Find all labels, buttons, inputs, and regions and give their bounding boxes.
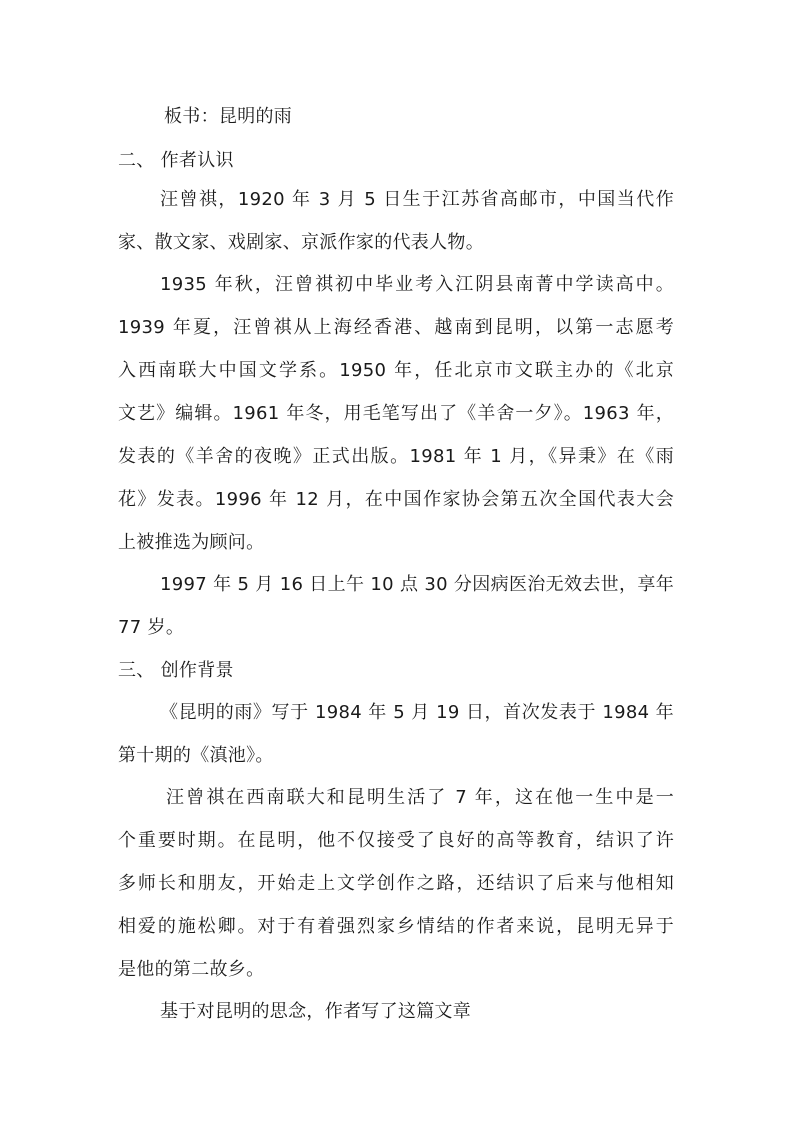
paragraph-line: 个重要时期。在昆明，他不仅接受了良好的高等教育，结识了许 <box>118 830 674 851</box>
paragraph-line: 汪曾祺在西南联大和昆明生活了 7 年，这在他一生中是一 <box>166 787 674 808</box>
paragraph-line: 文艺》编辑。1961 年冬，用毛笔写出了《羊舍一夕》。1963 年， <box>118 403 674 424</box>
paragraph-line: 1997 年 5 月 16 日上午 10 点 30 分因病医治无效去世，享年 <box>160 574 674 595</box>
paragraph-line: 入西南联大中国文学系。1950 年，任北京市文联主办的《北京 <box>118 360 674 381</box>
paragraph-line: 多师长和朋友，开始走上文学创作之路，还结识了后来与他相知 <box>118 873 674 894</box>
paragraph-line: 花》发表。1996 年 12 月，在中国作家协会第五次全国代表大会 <box>118 489 674 510</box>
paragraph-line: 发表的《羊舍的夜晚》正式出版。1981 年 1 月，《异秉》在《雨 <box>118 446 674 467</box>
paragraph-line: 1935 年秋，汪曾祺初中毕业考入江阴县南菁中学读高中。 <box>160 274 674 295</box>
paragraph-line: 第十期的《滇池》。 <box>118 745 274 766</box>
paragraph-line: 基于对昆明的思念，作者写了这篇文章 <box>160 1001 472 1022</box>
paragraph-line: 相爱的施松卿。对于有着强烈家乡情结的作者来说，昆明无异于 <box>118 916 674 937</box>
paragraph-line: 上被推选为顾问。 <box>118 532 265 553</box>
section-heading-author: 二、 作者认识 <box>118 150 234 171</box>
section-heading-background: 三、 创作背景 <box>118 660 234 681</box>
paragraph-line: 是他的第二故乡。 <box>118 959 265 980</box>
paragraph-line: 《昆明的雨》写于 1984 年 5 月 19 日，首次发表于 1984 年 <box>160 702 674 723</box>
paragraph-line: 家、散文家、戏剧家、京派作家的代表人物。 <box>118 232 484 253</box>
paragraph-line: 汪曾祺，1920 年 3 月 5 日生于江苏省高邮市，中国当代作 <box>160 189 674 210</box>
paragraph-line: 77 岁。 <box>118 617 185 638</box>
board-note: 板书：昆明的雨 <box>164 106 293 127</box>
paragraph-line: 1939 年夏，汪曾祺从上海经香港、越南到昆明，以第一志愿考 <box>118 317 674 338</box>
